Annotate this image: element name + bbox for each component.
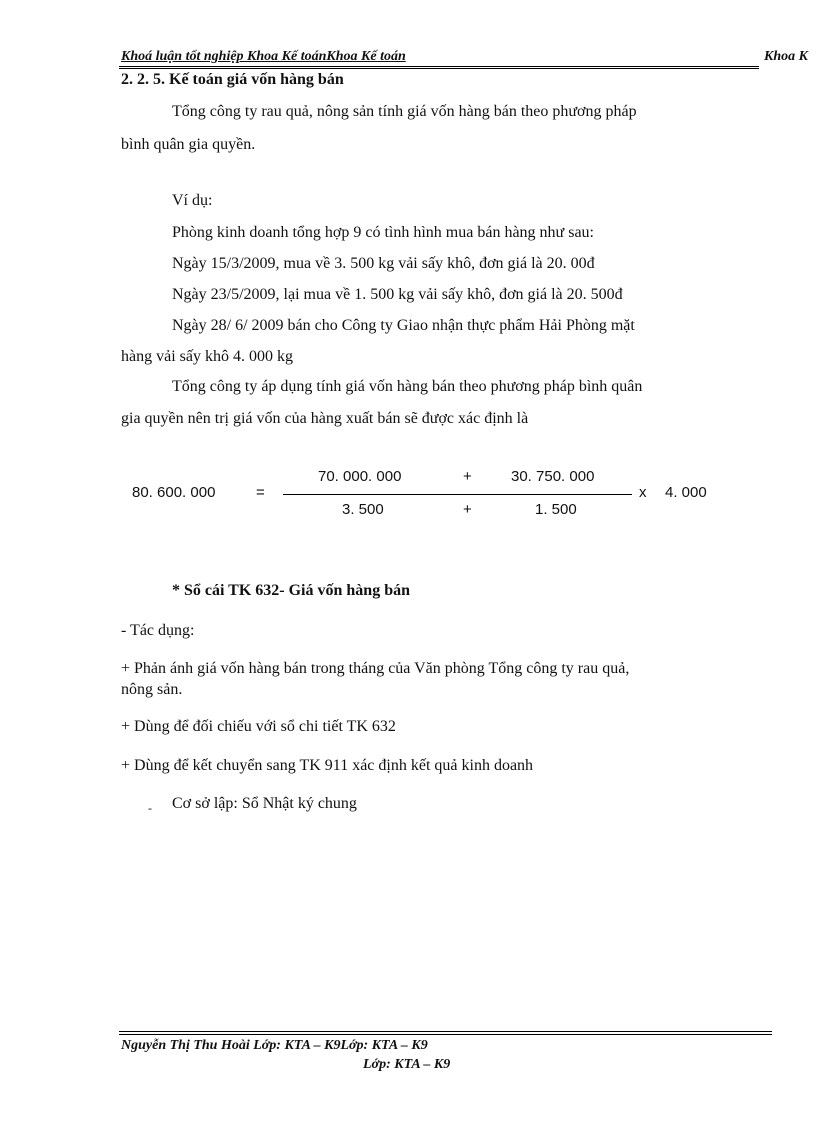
- example-line-3: Ngày 23/5/2009, lại mua về 1. 500 kg vải sấy khô, đơn giá là 20. 500đ: [172, 286, 623, 303]
- formula-plus-bottom: +: [463, 501, 472, 518]
- example-line-2: Ngày 15/3/2009, mua về 3. 500 kg vải sấy khô, đơn giá là 20. 00đ: [172, 255, 595, 272]
- footer-rule: [119, 1031, 772, 1032]
- effect-label: - Tác dụng:: [121, 622, 195, 639]
- ledger-title: * Sổ cái TK 632- Giá vốn hàng bán: [172, 582, 410, 599]
- footer-line-2: Lớp: KTA – K9: [363, 1057, 451, 1072]
- intro-line-2: bình quân gia quyền.: [121, 136, 256, 153]
- effect-1b: nông sản.: [121, 681, 183, 698]
- formula-equals: =: [256, 484, 265, 501]
- example-line-5b: gia quyền nên trị giá vốn của hàng xuất bán sẽ được xác định là: [121, 410, 529, 427]
- section-title: 2. 2. 5. Kế toán giá vốn hàng bán: [121, 71, 344, 88]
- example-line-4a: Ngày 28/ 6/ 2009 bán cho Công ty Giao nhận thực phẩm Hải Phòng mặt: [172, 317, 635, 334]
- example-line-5a: Tổng công ty áp dụng tính giá vốn hàng bán theo phương pháp bình quân: [172, 378, 643, 395]
- formula-result: 80. 600. 000: [132, 484, 216, 501]
- example-label: Ví dụ:: [172, 192, 213, 209]
- basis-line: Cơ sở lập: Sổ Nhật ký chung: [172, 795, 357, 812]
- formula-numerator-2: 30. 750. 000: [511, 468, 595, 485]
- header-rule: [119, 66, 759, 67]
- example-line-1: Phòng kinh doanh tổng hợp 9 có tình hình mua bán hàng như sau:: [172, 224, 594, 241]
- formula-denominator-2: 1. 500: [535, 501, 577, 518]
- formula-multiplier: 4. 000: [665, 484, 707, 501]
- effect-3: + Dùng để kết chuyển sang TK 911 xác định kết quả kinh doanh: [121, 757, 534, 774]
- footer-rule-second: [119, 1034, 772, 1035]
- intro-line-1: Tổng công ty rau quả, nông sản tính giá vốn hàng bán theo phương pháp: [172, 103, 637, 120]
- basis-bullet: -: [148, 801, 152, 815]
- formula-plus-top: +: [463, 468, 472, 485]
- header-left: Khoá luận tốt nghiệp Khoa Kế toánKhoa Kế toán: [121, 49, 406, 64]
- fraction-line: [283, 494, 632, 495]
- footer-line-1: Nguyễn Thị Thu Hoài Lớp: KTA – K9Lớp: KTA – K9: [121, 1038, 428, 1053]
- effect-1a: + Phản ánh giá vốn hàng bán trong tháng của Văn phòng Tổng công ty rau quả,: [121, 660, 630, 677]
- header-right: Khoa K: [764, 49, 808, 64]
- formula-numerator-1: 70. 000. 000: [318, 468, 402, 485]
- example-line-4b: hàng vải sấy khô 4. 000 kg: [121, 348, 293, 365]
- effect-2: + Dùng để đối chiếu với sổ chi tiết TK 632: [121, 718, 396, 735]
- header-rule-second: [119, 68, 759, 69]
- formula-times: x: [639, 484, 647, 501]
- formula-denominator-1: 3. 500: [342, 501, 384, 518]
